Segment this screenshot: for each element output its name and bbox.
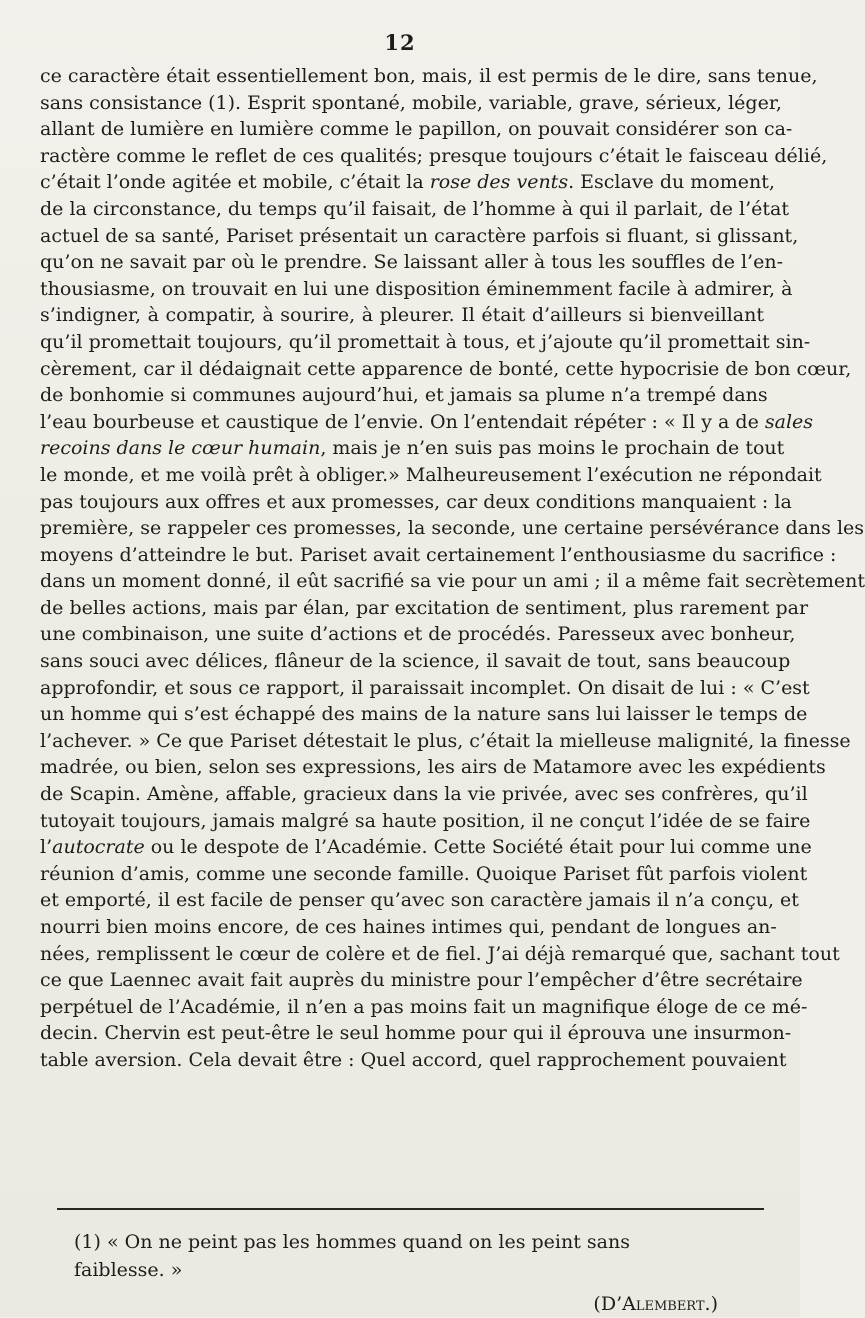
text-span: une combinaison, une suite d’actions et de procédés. Paresseux avec bonheur,: [40, 623, 796, 646]
text-span: réunion d’amis, comme une seconde famille. Quoique Pariset fût parfois violent: [40, 862, 808, 885]
text-line: [40, 621, 796, 648]
text-span: l’achever. » Ce que Pariset détestait le plus, c’était la mielleuse malignité, la finesse: [40, 729, 851, 752]
text-span: ce que Laennec avait fait auprès du ministre pour l’empêcher d’être secrétaire: [40, 969, 803, 992]
text-span: ou le despote de l’Académie. Cette Société était pour lui comme une: [144, 836, 812, 859]
text-line: [40, 728, 851, 755]
text-line: [40, 834, 812, 861]
body-text: [40, 63, 865, 1074]
text-line: [40, 169, 775, 196]
text-span: s’indigner, à compatir, à sourire, à pleurer. Il était d’ailleurs si bienveillant: [40, 304, 764, 327]
text-line: [40, 887, 799, 914]
text-span: qu’on ne savait par où le prendre. Se laissant aller à tous les souffles de l’en-: [40, 251, 783, 274]
italic-text: rose des vents: [429, 171, 569, 194]
text-line: [40, 489, 792, 516]
text-span: perpétuel de l’Académie, il n’en a pas moins fait un magnifique éloge de ce mé-: [40, 995, 808, 1018]
text-span: de bonhomie si communes aujourd’hui, et jamais sa plume n’a trempé dans: [40, 384, 768, 407]
text-span: cèrement, car il dédaignait cette apparence de bonté, cette hypocrisie de bon cœur,: [40, 357, 852, 380]
italic-text: recoins dans le cœur humain: [40, 437, 321, 460]
text-line: [40, 356, 852, 383]
text-span: un homme qui s’est échappé des mains de la nature sans lui laisser le temps de: [40, 703, 808, 726]
text-span: ce caractère était essentiellement bon, mais, il est permis de le dire, sans tenue,: [40, 65, 818, 87]
text-line: [40, 701, 808, 728]
text-line: [40, 1020, 792, 1047]
text-span: table aversion. Cela devait être : Quel accord, quel rapprochement pouvaient: [40, 1048, 787, 1071]
text-span: nourri bien moins encore, de ces haines intimes qui, pendant de longues an-: [40, 916, 777, 938]
text-span: sans consistance (1). Esprit spontané, mobile, variable, grave, sérieux, léger,: [40, 91, 782, 114]
text-line: [40, 515, 865, 542]
text-line: [40, 435, 785, 462]
text-line: [40, 223, 799, 250]
text-span: sans souci avec délices, flâneur de la science, il savait de tout, sans beaucoup: [40, 650, 791, 673]
text-line: [40, 409, 814, 436]
text-span: nées, remplissent le cœur de colère et de fiel. J’ai déjà remarqué que, sachant tout: [40, 942, 840, 965]
text-line: [40, 116, 793, 143]
text-line: [40, 861, 808, 888]
text-span: allant de lumière en lumière comme le papillon, on pouvait considérer son ca-: [40, 118, 793, 141]
text-line: [40, 462, 822, 489]
text-span: de Scapin. Amène, affable, gracieux dans la vie privée, avec ses confrères, qu’il: [40, 783, 808, 806]
text-span: decin. Chervin est peut-être le seul homme pour qui il éprouva une insurmon-: [40, 1022, 792, 1045]
text-span: dans un moment donné, il eût sacrifié sa vie pour un ami ; il a même fait secrètement: [40, 570, 865, 593]
text-span: première, se rappeler ces promesses, la seconde, une certaine persévérance dans les: [40, 517, 865, 540]
italic-text: autocrate: [52, 836, 145, 859]
text-line: [40, 249, 783, 276]
text-line: [40, 1047, 787, 1074]
text-line: [40, 302, 764, 329]
page-number: 12: [384, 30, 416, 55]
text-line: [40, 143, 828, 170]
text-span: qu’il promettait toujours, qu’il promettait à tous, et j’ajoute qu’il promettait sin-: [40, 330, 811, 353]
text-span: , mais je n’en suis pas moins le prochain de tout: [320, 437, 785, 460]
text-line: [40, 781, 808, 808]
footnote-attribution: (D’Alembert.): [593, 1293, 718, 1315]
text-line: [40, 90, 782, 117]
text-span: de la circonstance, du temps qu’il faisait, de l’homme à qui il parlait, de l’état: [40, 197, 789, 220]
text-line: [40, 808, 811, 835]
text-span: moyens d’atteindre le but. Pariset avait certainement l’enthousiasme du sacrifice :: [40, 543, 837, 566]
text-span: approfondir, et sous ce rapport, il paraissait incomplet. On disait de lui : « C’est: [40, 676, 810, 699]
text-span: et emporté, il est facile de penser qu’avec son caractère jamais il n’a conçu, et: [40, 889, 799, 912]
text-span: madrée, ou bien, selon ses expressions, les airs de Matamore avec les expédients: [40, 756, 826, 779]
text-line: [40, 967, 803, 994]
text-span: de belles actions, mais par élan, par excitation de sentiment, plus rarement par: [40, 596, 809, 619]
text-line: [40, 914, 777, 941]
text-line: [40, 329, 811, 356]
italic-text: sales: [764, 410, 814, 433]
footnote-text: (1) « On ne peint pas les hommes quand on les peint sans faiblesse. »: [74, 1231, 630, 1281]
text-line: [40, 542, 837, 569]
footnote: [74, 1228, 724, 1318]
text-span: actuel de sa santé, Pariset présentait un caractère parfois si fluant, si glissant,: [40, 224, 799, 247]
footnote-separator: [57, 1208, 764, 1210]
text-span: l’: [40, 836, 53, 859]
text-span: l’eau bourbeuse et caustique de l’envie. On l’entendait répéter : « Il y a de: [40, 410, 765, 433]
text-line: [40, 382, 768, 409]
text-span: ractère comme le reflet de ces qualités; presque toujours c’était le faisceau délié,: [40, 144, 828, 167]
text-line: [40, 648, 791, 675]
text-line: [40, 595, 809, 622]
text-line: [40, 196, 789, 223]
text-span: . Esclave du moment,: [568, 171, 775, 194]
text-line: [40, 994, 808, 1021]
text-line: [40, 276, 793, 303]
text-line: [40, 568, 865, 595]
text-line: [40, 754, 826, 781]
text-span: le monde, et me voilà prêt à obliger.» Malheureusement l’exécution ne répondait: [40, 463, 822, 486]
text-span: pas toujours aux offres et aux promesses, car deux conditions manquaient : la: [40, 490, 792, 513]
text-span: tutoyait toujours, jamais malgré sa haute position, il ne conçut l’idée de se faire: [40, 809, 811, 832]
text-line: [40, 63, 818, 90]
text-span: c’était l’onde agitée et mobile, c’était la: [40, 171, 430, 194]
text-line: [40, 941, 840, 968]
text-line: [40, 675, 810, 702]
text-span: thousiasme, on trouvait en lui une disposition éminemment facile à admirer, à: [40, 277, 793, 300]
